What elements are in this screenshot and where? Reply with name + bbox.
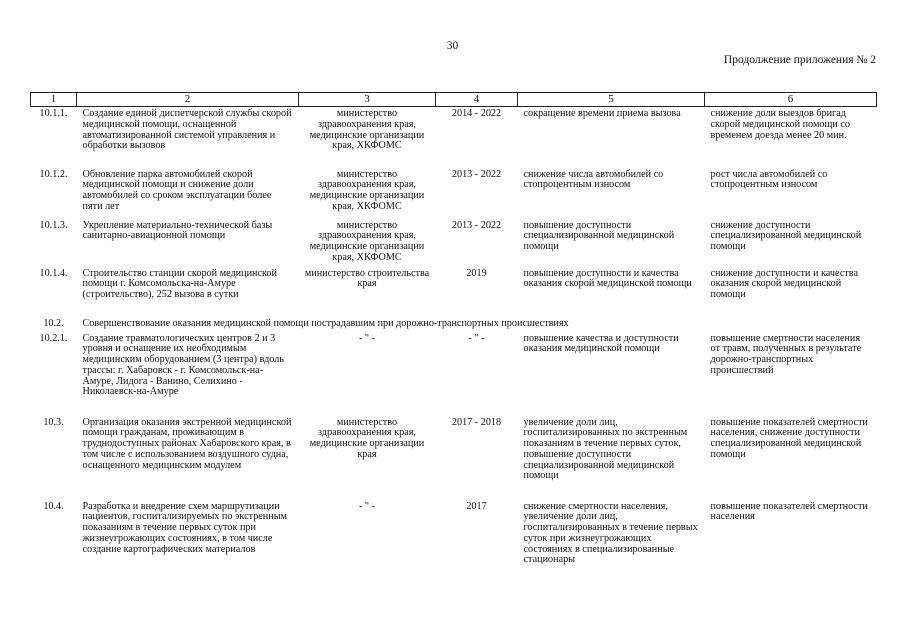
table-row (31, 418, 877, 502)
column-header: 4 (436, 93, 518, 107)
measure-name: Обновление парка автомобилей скорой медицинской помощи и снижение доли автомобилей со сроком эксплуатации более пяти лет (82, 168, 272, 212)
executor: - " - (358, 500, 376, 512)
indicator-link: снижение доступности специализированной медицинской помощи (710, 219, 862, 253)
period: 2014 - 2022 (451, 108, 502, 119)
indicator-link: снижение доли выездов бригад скорой медицинской помощи со временем доезда менее 20 мин. (710, 108, 850, 141)
measure-name: Разработка и внедрение схем маршрутизации пациентов, госпитализируемых по экстренным показаниям в течение первых суток при жизнеугрожающих состояниях, в том числе создание картографических материалов (82, 500, 288, 555)
executor: - " - (358, 332, 376, 344)
column-header: 2 (77, 93, 299, 107)
executor: министерство здравоохранения края, медицинские организации края, ХКФОМС (309, 168, 425, 212)
section-title: Совершенствование оказания медицинской помощи пострадавшим при дорожно-транспортных происшествиях (82, 317, 569, 329)
period: 2017 - 2018 (451, 416, 502, 428)
column-header: 1 (31, 93, 77, 107)
row-number: 10.3. (43, 416, 64, 428)
column-header: 6 (705, 93, 877, 107)
table-row (31, 107, 877, 170)
expected-result: повышение качества и доступности оказания медицинской помощи (523, 332, 679, 355)
executor: министерство здравоохранения края, медицинские организации края, ХКФОМС (309, 108, 425, 152)
indicator-link: снижение доступности и качества оказания скорой медицинской помощи (710, 267, 858, 301)
period: 2019 (466, 267, 487, 279)
column-header: 5 (518, 93, 705, 107)
measure-name: Создание единой диспетчерской службы скорой медицинской помощи, оснащенной автоматизированной системой управления и обработки вызовов (82, 108, 292, 152)
measure-name: Организация оказания экстренной медицинской помощи гражданам, проживающим в труднодоступных районах Хабаровского края, в том числе с использованием воздушного судна, оснащенного медицинским модулем (82, 416, 292, 471)
executor: министерство здравоохранения края, медицинские организации края, ХКФОМС (309, 219, 425, 263)
appendix-table (30, 92, 877, 582)
period: 2013 - 2022 (451, 219, 502, 231)
expected-result: повышение доступности специализированной медицинской помощи (523, 219, 675, 253)
row-number: 10.1.2. (39, 168, 68, 180)
section-row (31, 319, 877, 334)
table-row (31, 221, 877, 269)
column-number-header-row (31, 93, 877, 107)
expected-result: повышение доступности и качества оказания скорой медицинской помощи (523, 267, 692, 290)
executor: министерство здравоохранения края, медицинские организации края (309, 416, 425, 460)
expected-result: сокращение времени приема вызова (523, 108, 681, 119)
measure-name: Строительство станции скорой медицинской помощи г. Комсомольска-на-Амуре (строительство), 252 вызова в сутки (82, 267, 277, 301)
row-number: 10.1.1. (39, 108, 68, 119)
period: 2013 - 2022 (451, 168, 502, 180)
expected-result: увеличение доли лиц, госпитализированных по экстренным показаниям в течение первых суток, повышение доступности специализированной медицинской помощи (523, 416, 688, 482)
indicator-link: рост числа автомобилей со стопроцентным износом (710, 168, 828, 191)
period: - " - (468, 332, 485, 344)
appendix-continuation-label: Продолжение приложения № 2 (723, 54, 876, 66)
page-number: 30 (446, 40, 459, 52)
table-row (31, 334, 877, 418)
expected-result: снижение смертности населения, увеличение доли лиц, госпитализированных в течение первых суток при жизнеугрожающих состояниях в специализированные стационары (523, 500, 698, 566)
measure-name: Укрепление материально-технической базы санитарно-авиационной помощи (82, 219, 273, 242)
table-row (31, 269, 877, 319)
period: 2017 (466, 500, 487, 512)
row-number: 10.4. (43, 500, 64, 512)
column-header: 3 (299, 93, 436, 107)
row-number: 10.2.1. (39, 332, 68, 344)
indicator-link: повышение показателей смертности населения (710, 500, 868, 523)
indicator-link: повышение смертности населения от травм, полученных в результате дорожно-транспортных происшествий (710, 332, 862, 376)
row-number: 10.2. (43, 317, 64, 329)
measure-name: Создание травматологических центров 2 и 3 уровня и оснащение их необходимым медицинским оборудованием (3 центра) вдоль трассы: г. Хабаровск - г. Комсомольск-на-Амуре, Лидога - Ванино, Селихино - Николаевск-на-Амуре (82, 332, 284, 398)
table-row (31, 170, 877, 221)
row-number: 10.1.3. (39, 219, 68, 231)
executor: министерство строительства края (304, 267, 430, 290)
table-row (31, 502, 877, 582)
expected-result: снижение числа автомобилей со стопроцентным износом (523, 168, 664, 191)
indicator-link: повышение показателей смертности населения, снижение доступности специализированной медицинской помощи (710, 416, 868, 460)
row-number: 10.1.4. (39, 267, 68, 279)
